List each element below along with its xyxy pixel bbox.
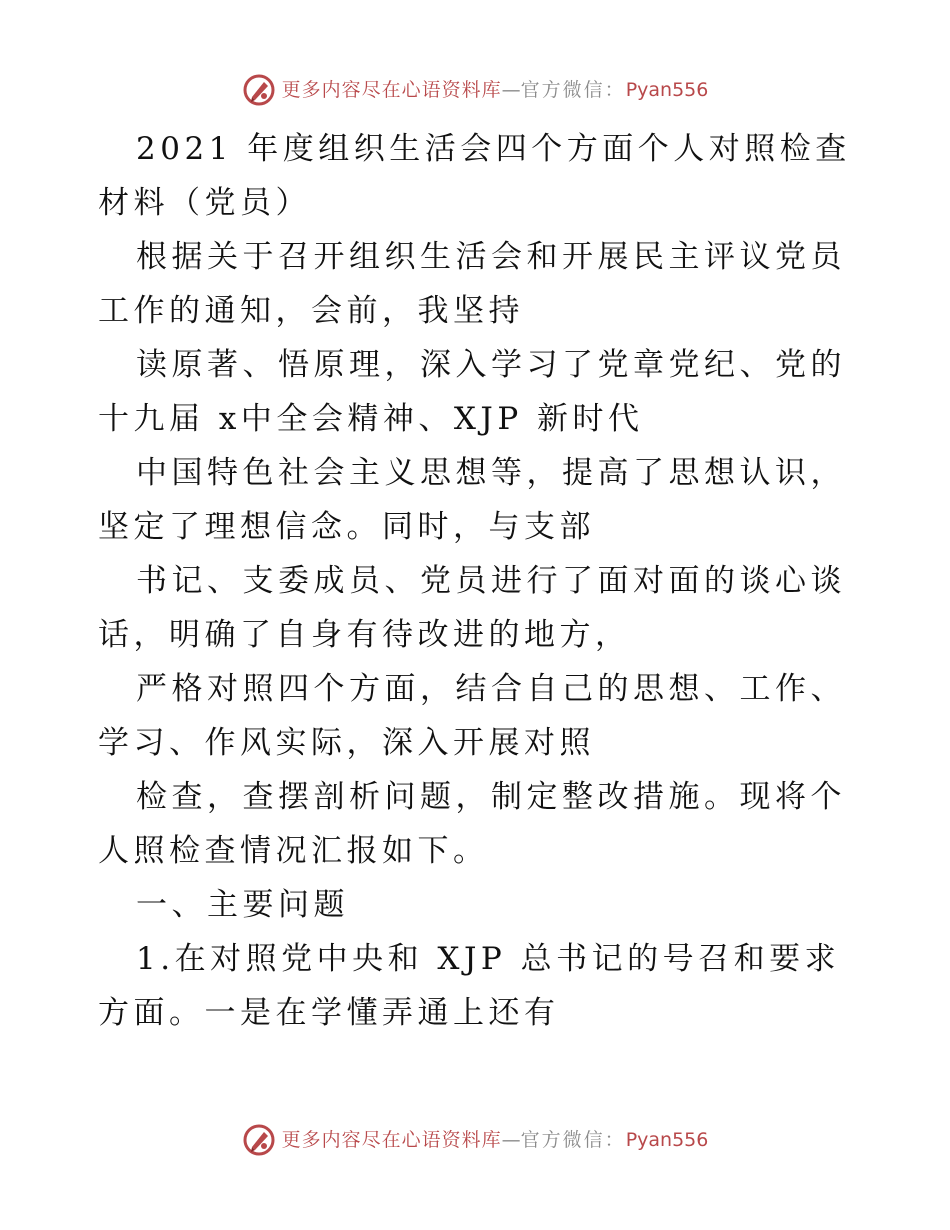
banner-wechat-id: Pyan556 [625,1129,709,1151]
footer-watermark-banner [0,1122,950,1158]
banner-main-text: 更多内容尽在心语资料库 [281,79,502,101]
banner-main-text: 更多内容尽在心语资料库 [281,1129,502,1151]
document-title: 2021 年度组织生活会四个方面个人对照检查材料（党员） [98,131,851,221]
header-watermark-banner [0,72,950,108]
body-paragraph: 1.在对照党中央和 XJP 总书记的号召和要求方面。一是在学懂弄通上还有 [98,941,841,1031]
pen-nib-logo-icon [242,73,276,107]
banner-official-label: 官方微信： [520,1129,626,1151]
pen-nib-logo-icon [242,1123,276,1157]
body-paragraph: 中国特色社会主义思想等，提高了思想认识，坚定了理想信念。同时，与支部 [98,455,846,545]
banner-dash: — [501,1129,521,1151]
body-paragraph: 根据关于召开组织生活会和开展民主评议党员工作的通知，会前，我坚持 [98,239,846,329]
body-paragraph: 书记、支委成员、党员进行了面对面的谈心谈话，明确了自身有待改进的地方， [98,563,846,653]
section-heading: 一、主要问题 [136,887,349,923]
banner-dash: — [501,79,521,101]
body-paragraph: 检查，查摆剖析问题，制定整改措施。现将个人照检查情况汇报如下。 [98,779,846,869]
banner-official-label: 官方微信： [520,79,626,101]
document-body [98,122,858,1040]
banner-wechat-id: Pyan556 [625,79,709,101]
body-paragraph: 严格对照四个方面，结合自己的思想、工作、学习、作风实际，深入开展对照 [98,671,846,761]
body-paragraph: 读原著、悟原理，深入学习了党章党纪、党的十九届 x中全会精神、XJP 新时代 [98,347,846,437]
